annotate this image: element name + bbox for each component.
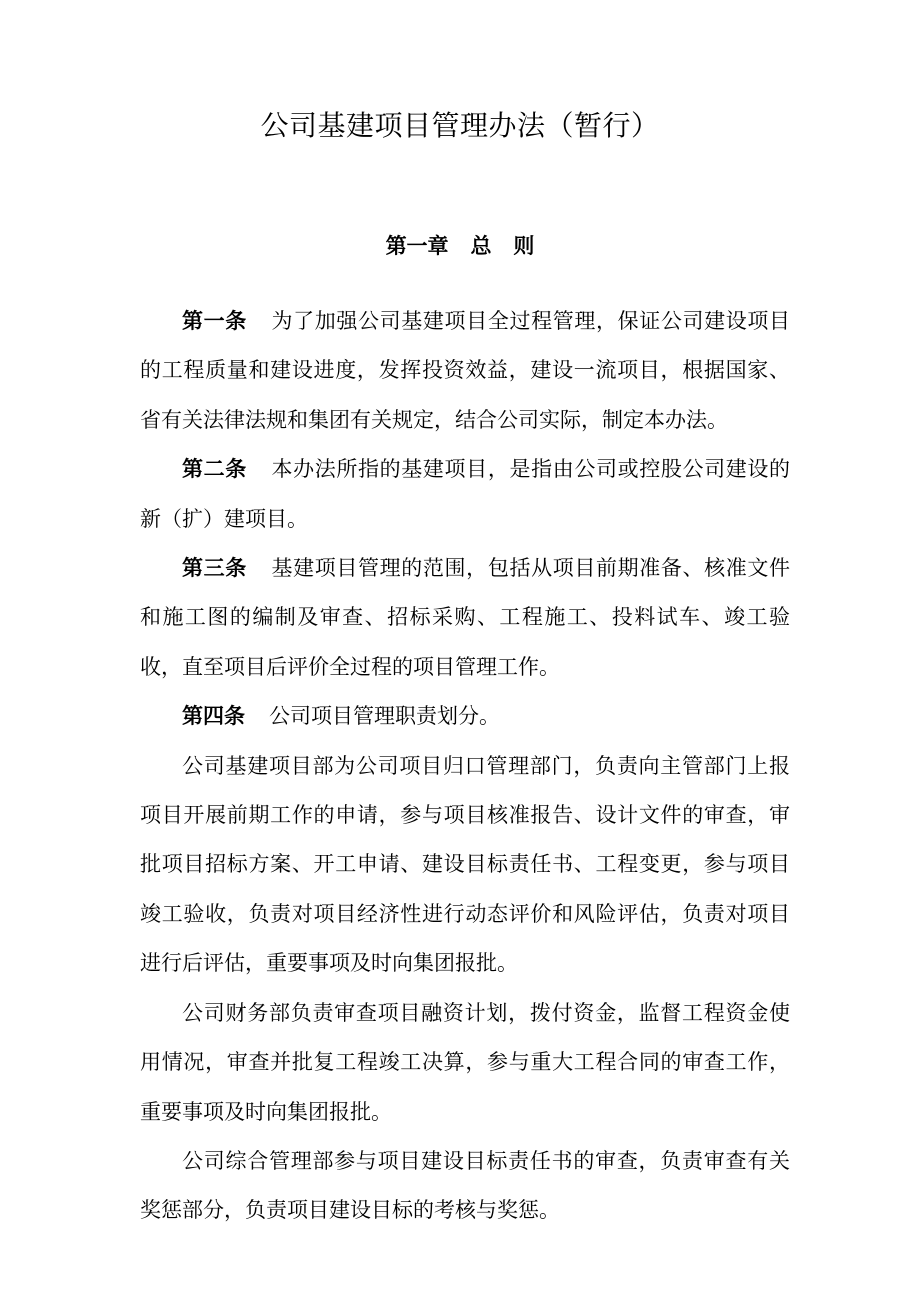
article-2-paragraph [140,445,790,544]
article-text: 本办法所指的基建项目，是指由公司或控股公司建设的新（扩）建项目。 [140,457,790,531]
document-body [140,297,790,1236]
article-text: 公司项目管理职责划分。 [269,704,500,729]
article-4-paragraph [140,692,790,741]
article-1-paragraph [140,297,790,445]
article-label: 第三条 [182,556,247,581]
article-label: 第一条 [182,309,247,333]
body-paragraph-finance-dept: 公司财务部负责审查项目融资计划，拨付资金，监督工程资金使用情况，审查并批复工程竣工决算，参与重大工程合同的审查工作，重要事项及时向集团报批。 [140,1000,790,1124]
article-3-paragraph [140,544,790,692]
article-text: 为了加强公司基建项目全过程管理，保证公司建设项目的工程质量和建设进度，发挥投资效益，建设一流项目，根据国家、省有关法律法规和集团有关规定，结合公司实际，制定本办法。 [140,309,790,432]
body-paragraph-project-dept: 公司基建项目部为公司项目归口管理部门，负责向主管部门上报项目开展前期工作的申请，参与项目核准报告、设计文件的审查，审批项目招标方案、开工申请、建设目标责任书、工程变更，参与项目竣工验收，负责对项目经济性进行动态评价和风险评估，负责对项目进行后评估，重要事项及时向集团报批。 [140,753,790,976]
document-title: 公司基建项目管理办法（暂行） [260,109,660,142]
article-label: 第二条 [182,457,247,482]
body-paragraph-admin-dept: 公司综合管理部参与项目建设目标责任书的审查，负责审查有关奖惩部分，负责项目建设目标的考核与奖惩。 [140,1148,790,1223]
chapter-heading: 第一章 总 则 [385,234,535,258]
article-text: 基建项目管理的范围，包括从项目前期准备、核准文件和施工图的编制及审查、招标采购、工程施工、投料试车、竣工验收，直至项目后评价全过程的项目管理工作。 [140,556,790,679]
article-label: 第四条 [182,704,245,729]
